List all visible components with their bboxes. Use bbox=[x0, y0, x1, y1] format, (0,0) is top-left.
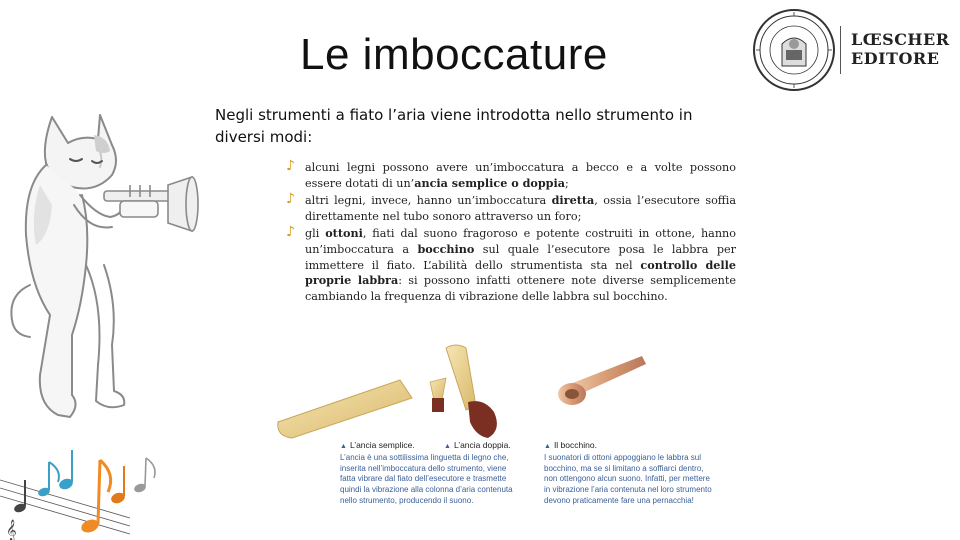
list-item-diretta bbox=[286, 193, 736, 224]
caption-line: devono praticamente fare una pernacchia! bbox=[544, 495, 694, 505]
bullet-text: sul quale l’esecutore posa le labbra per immettere il fiato. L’abilità dello strumentista sta nel bbox=[305, 242, 736, 272]
svg-text:𝄞: 𝄞 bbox=[6, 520, 17, 540]
list-item-ottoni bbox=[286, 226, 736, 304]
embouchure-photos bbox=[270, 340, 670, 440]
bullet-text: altri legni, invece, hanno un’imboccatura bbox=[305, 194, 552, 208]
caption-line: inserita nell’imboccatura dello strumento, viene bbox=[340, 463, 507, 473]
music-note-icon: ♪ bbox=[286, 191, 295, 208]
bullet-bold-text: controllo delle proprie labbra bbox=[305, 257, 737, 288]
publisher-name-line2: EDITORE bbox=[851, 49, 940, 68]
caption-mouthpiece bbox=[544, 440, 734, 507]
logo-divider bbox=[840, 26, 841, 74]
publisher-seal-logo bbox=[752, 8, 836, 92]
music-notes-decoration bbox=[0, 440, 170, 540]
caption-line: quindi la vibrazione alla colonna d’aria contenuta bbox=[340, 485, 513, 495]
caption-line: bocchino, ma se si limitano a soffiarci dentro, bbox=[544, 463, 704, 473]
cat-trumpet-illustration bbox=[0, 105, 200, 435]
mouthpiece-image bbox=[558, 356, 646, 405]
publisher-name-line1: LŒSCHER bbox=[851, 30, 950, 49]
caption-title: Il bocchino. bbox=[553, 440, 597, 450]
bullet-text: ; bbox=[565, 176, 569, 190]
caption-line: non ottengono alcun suono. Infatti, per mettere bbox=[544, 474, 710, 484]
caption-line: I suonatori di ottoni appoggiano le labbra sul bbox=[544, 452, 701, 462]
bullet-bold-text: ancia semplice o doppia bbox=[414, 175, 565, 190]
bullet-bold-text: bocchino bbox=[417, 241, 475, 256]
list-item-ancia bbox=[286, 160, 736, 191]
triangle-icon: ▲ bbox=[544, 443, 551, 450]
caption-line: L’ancia è una sottilissima linguetta di legno che, bbox=[340, 452, 509, 462]
caption-line: in vibrazione l’aria contenuta nel loro strumento bbox=[544, 485, 712, 495]
caption-title: L’ancia doppia. bbox=[453, 440, 511, 450]
music-note-icon: ♪ bbox=[286, 158, 295, 174]
page-title: Le imboccature bbox=[300, 30, 608, 79]
bullet-text: gli bbox=[305, 227, 326, 241]
bullet-bold-text: diretta bbox=[551, 193, 595, 208]
publisher-wordmark bbox=[851, 30, 950, 68]
bullet-text: , fiati dal suono fragoroso e potente costruiti in ottone, hanno un’imboccatura a bbox=[305, 227, 736, 256]
triangle-icon: ▲ bbox=[340, 443, 347, 450]
music-note-icon: ♪ bbox=[286, 224, 295, 241]
bullet-text: alcuni legni possono avere un’imboccatura a becco e a volte possono essere dotati di un’ bbox=[305, 161, 736, 190]
caption-title: L’ancia semplice. bbox=[349, 440, 415, 450]
embouchure-types-list bbox=[286, 160, 736, 306]
caption-line: nello strumento, producendo il suono. bbox=[340, 495, 474, 505]
double-reed-image bbox=[430, 345, 497, 438]
single-reed-image bbox=[278, 380, 412, 438]
triangle-icon: ▲ bbox=[444, 443, 451, 450]
bullet-text: : si possono infatti ottenere note diverse semplicemente cambiando la frequenza di vibrazione delle labbra sul bocchino. bbox=[305, 274, 736, 303]
bullet-text: , ossia l’esecutore soffia direttamente nel tubo sonoro attraverso un foro; bbox=[305, 194, 737, 223]
caption-double-reed bbox=[444, 440, 534, 453]
caption-line: fatta vibrare dal fiato dell’esecutore e trasmette bbox=[340, 474, 507, 484]
intro-text: Negli strumenti a fiato l’aria viene introdotta nello strumento in diversi modi: bbox=[215, 106, 693, 146]
bullet-bold-text: ottoni bbox=[325, 226, 363, 241]
